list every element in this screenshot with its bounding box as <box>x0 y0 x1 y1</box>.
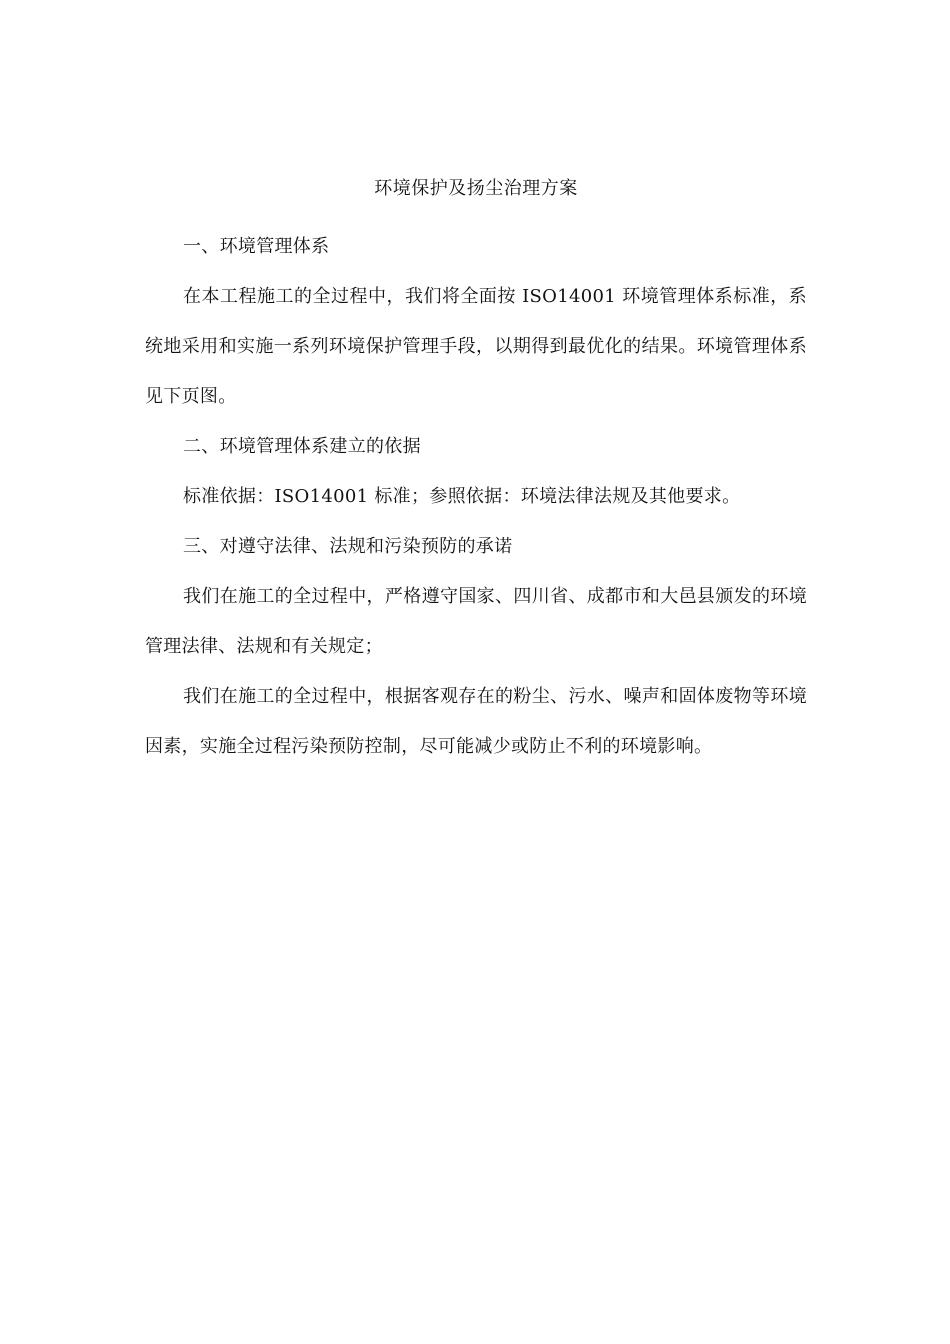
document-body <box>145 172 807 772</box>
section-heading-1: 一、环境管理体系 <box>183 236 330 257</box>
section-3-paragraph-1: 我们在施工的全过程中，严格遵守国家、四川省、成都市和大邑县颁发的环境管理法律、法规和有关规定； <box>145 586 807 657</box>
section-heading-2: 二、环境管理体系建立的依据 <box>183 436 421 457</box>
section-3-paragraph-2: 我们在施工的全过程中，根据客观存在的粉尘、污水、噪声和固体废物等环境因素，实施全过程污染预防控制，尽可能减少或防止不利的环境影响。 <box>145 686 807 757</box>
section-2-paragraph: 标准依据：ISO14001 标准；参照依据：环境法律法规及其他要求。 <box>183 486 741 507</box>
document-title: 环境保护及扬尘治理方案 <box>374 178 578 199</box>
section-heading-3: 三、对遵守法律、法规和污染预防的承诺 <box>183 536 513 557</box>
section-1-paragraph: 在本工程施工的全过程中，我们将全面按 ISO14001 环境管理体系标准，系统地采用和实施一系列环境保护管理手段，以期得到最优化的结果。环境管理体系见下页图。 <box>145 286 807 407</box>
